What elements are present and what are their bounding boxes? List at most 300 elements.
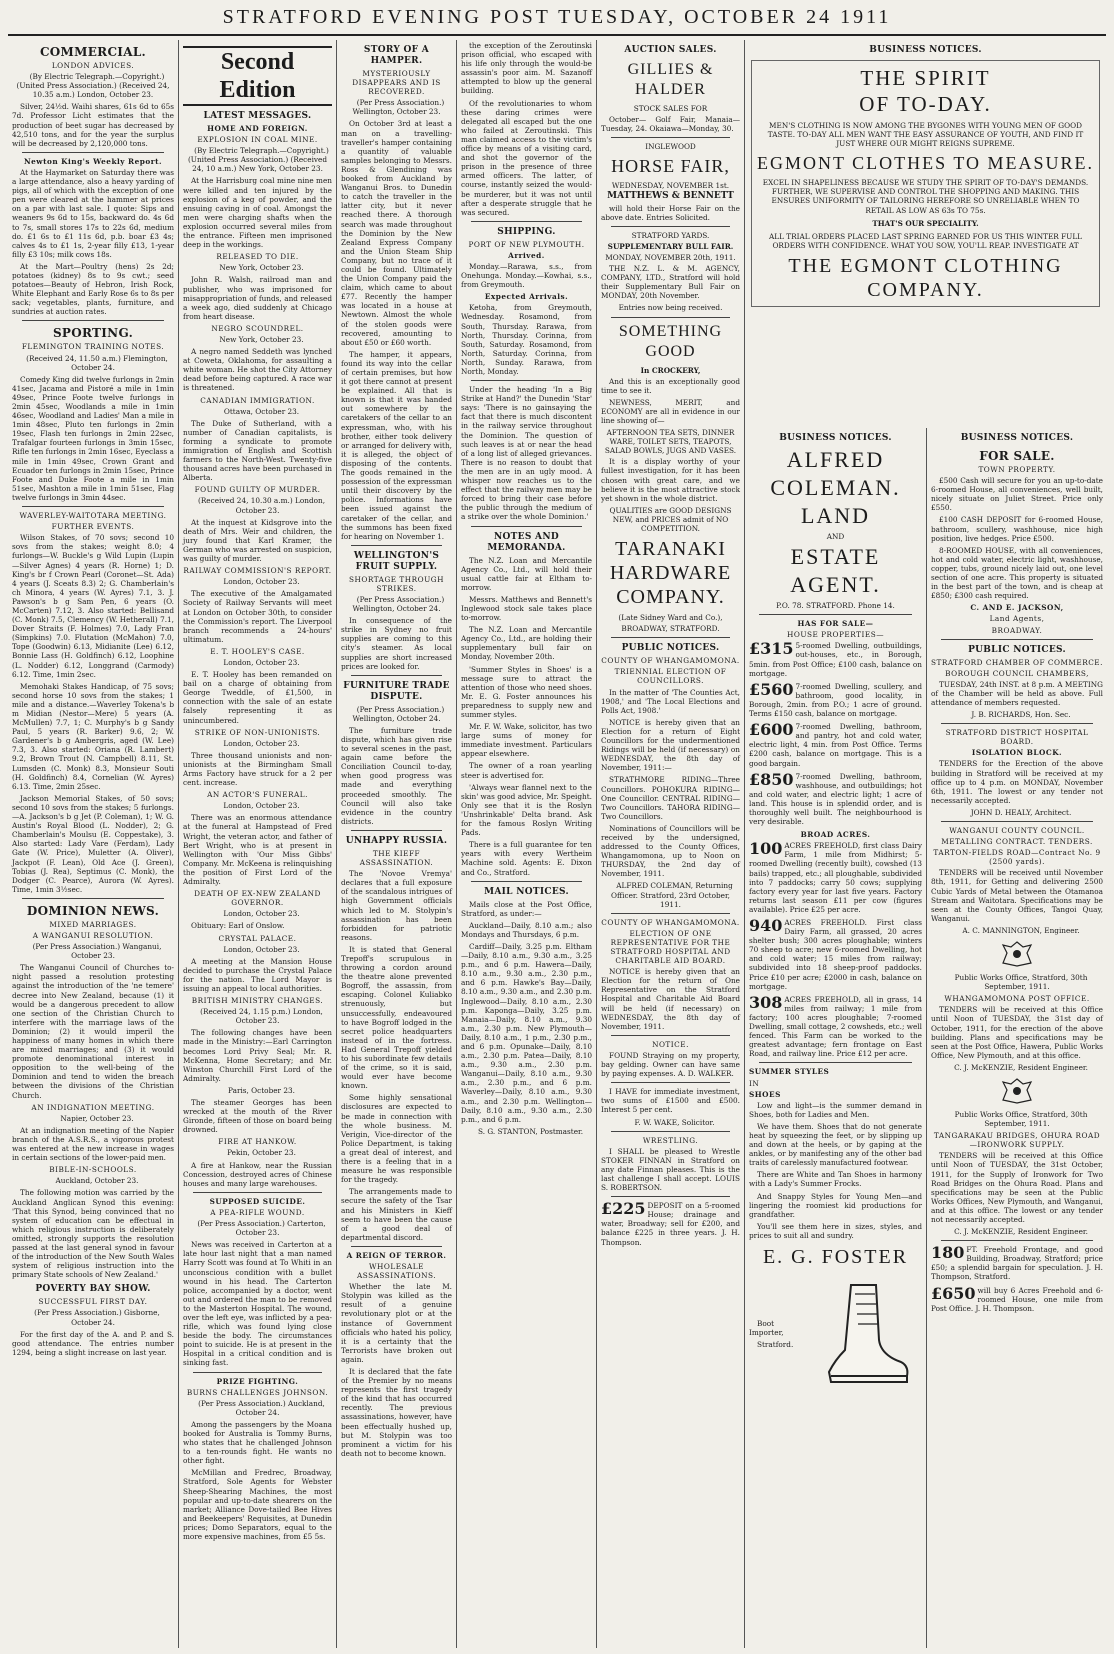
ridings-text: STRATHMORE RIDING—Three Councillors. POHOKURA RIDING—One Councillor. CENTRAL RIDING—Two Councillors. TAHORA RIDING—Two Councillors. — [601, 775, 740, 821]
hospital-heading: STRATFORD DISTRICT HOSPITAL BOARD. — [945, 728, 1089, 747]
pea-heading: A PEA-RIFLE WOUND. — [210, 1207, 305, 1217]
crystal-heading: CRYSTAL PALACE. — [218, 933, 297, 943]
divider — [611, 317, 730, 318]
a940-amount: 940 — [749, 918, 783, 935]
hamper-text: On October 3rd at least a man on a travelling-traveller's hamper containing a quantity of valuable samples belonging to Messrs. Ross & Glendining was booked from Auckland by Wanganui Bros. to Dunedin to catch the traveller in the latter city, but it never reached there. A thorough search was made throughout the Dominion by the New Zealand Express Company and the Union Steam Ship Company, but no trace of it could be found. Ultimately the Union Company paid the claim, which came to about £77. Recently the hamper was located in a house at Newtown. Almost the whole of the stolen goods were recovered, amounting to about £50 or £60 worth. — [341, 119, 452, 347]
divider — [351, 830, 442, 831]
alfred-address: P.O. 78. STRATFORD. Phone 14. — [776, 601, 895, 611]
wrestling-text: I SHALL be pleased to Wrestle STOKER FINNAN in Stratford on any date Finnan pleases. This is the last challenge I shall accept. LOUIS S. ROBERTSON. — [601, 1146, 740, 1193]
railway-credit: London, October 23. — [223, 577, 300, 587]
triennial-text: In the matter of 'The Counties Act, 1908,' and 'The Local Elections and Polls Act, 1908.' — [601, 687, 740, 715]
mail-list: Cardiff—Daily, 3.25 p.m. Eltham—Daily, 8.10 a.m., 9.30 a.m., 3.25 p.m., and 6 p.m. Hawera—Daily, 8.10 a.m., 9.30 a.m., 2.30 p.m., and 6 p.m. Hawke's Bay—Daily, 8.10 a.m., 9.30 a.m., and 2.30 p.m. Inglewood—Daily, 8.10 a.m., 2.30 p.m. Kaponga—Daily, 3.25 p.m. Manaia—Daily, 8.10 a.m., 9.30 a.m., 2.30 p.m. New Plymouth—Daily, 8.10 a.m., 1 p.m., 2.30 p.m., and 6 p.m. Opunake—Daily, 8.10 a.m., 2.30 p.m. Patea—Daily, 8.10 a.m., 9.30 a.m., 2.30 p.m. Wanganui—Daily, 8.10 a.m., 9.30 a.m., 2.30 p.m., and 6 p.m. Waverley—Daily, 8.10 a.m., 9.30 a.m., and 2.30 p.m. Wellington—Daily, 8.10 a.m., 9.30 a.m., 2.30 p.m., and 6 p.m. — [461, 941, 592, 1124]
metalling-heading: METALLING CONTRACT. TENDERS. — [941, 837, 1093, 847]
poverty-heading: POVERTY BAY SHOW. — [35, 1284, 151, 1295]
notes-text-2: Messrs. Matthews and Bennett's Inglewood stock sale takes place to-morrow. — [461, 594, 592, 623]
notice-heading: NOTICE. — [652, 1039, 689, 1049]
pwo-office: Public Works Office, Stratford, 30th September, 1911. — [954, 973, 1088, 992]
p315-amount: £315 — [749, 641, 794, 659]
furniture-text: The furniture trade dispute, which has given rise to several scenes in the past, again came before the Conciliation Council to-day, when good progress was made and everything proceeded smoothly. The Council will also take evidence in the country districts. — [341, 725, 452, 826]
notice-text: NOTICE is hereby given that an Election for a return of Eight Councillors for the undermentioned Ridings will be held (if necessary) on WEDNESDAY, the 8th day of November, 1911:— — [601, 717, 740, 773]
terror-heading: A REIGN OF TERROR. — [346, 1250, 447, 1260]
divider — [22, 506, 164, 507]
p560-text: 7-roomed Dwelling, scullery, and bathroom, good locality, in Borough, 2min. from P.O.; 1 acre of ground. Terms £150 cash, balance on mortgage. — [749, 681, 922, 719]
and-word: AND — [826, 532, 845, 541]
divider — [611, 1082, 730, 1083]
hankow-credit: Pekin, October 23. — [227, 1148, 296, 1158]
expected-heading: Expected Arrivals. — [484, 292, 569, 302]
flemington-text: Comedy King did twelve furlongs in 2min 41sec, Jacama and Pistoré a mile in 1min 49sec, Prince Foote twelve furlongs in 2min 45sec, Woodlands a mile in 1min 46sec, Woodland and Ladies' Man a mile in 1min 48sec, Pluto ten furlongs in 2min 19sec, Flash ten furlongs in 2min 22sec, Trafalgar fourteen furlongs in 3min 15sec, Rifle ten furlongs in 2min 16sec, Eyeclass a mile in 1min 49sec, Crown Grant and Ecuador ten furlongs in 2min 15sec, Prince Foote and Duke Foote a mile in 1min 51sec, Mashton a mile in 1min 51sec, Flag twelve furlongs in 3min 44sec. — [12, 374, 174, 502]
nominations-text: Nominations of Councillors will be received by the undersigned, addressed to the County Offices, Whangamomona, up to Noon on THURSDAY, the 2nd day of November, 1911. — [601, 823, 740, 879]
sale-text: £500 Cash will secure for you an up-to-date 6-roomed House, all conveniences, well built, nicely situate on Juliet Street. Price only £550. — [931, 476, 1103, 513]
guarantee-note: There is a full guarantee for ten years with every Wertheim Machine sold. Agents: E. Dixon and Co., Stratford. — [461, 840, 592, 877]
further-heading: FURTHER EVENTS. — [51, 522, 135, 532]
borough-heading: BOROUGH COUNCIL CHAMBERS, — [945, 668, 1089, 678]
a308-amount: 308 — [749, 994, 783, 1012]
speciality-text: THAT'S OUR SPECIALITY. — [872, 218, 979, 228]
agent-word: AGENT. — [790, 572, 881, 598]
hamper-subheading: MYSTERIOUSLY DISAPPEARS AND IS RECOVERED. — [352, 69, 441, 97]
mckenzie-signature-2: C. J. McKENZIE, Resident Engineer. — [954, 1227, 1088, 1237]
hamper-heading: STORY OF A HAMPER. — [363, 45, 430, 66]
for-sale-heading: FOR SALE. — [979, 449, 1055, 463]
commercial-heading: COMMERCIAL. — [39, 45, 147, 59]
chamber-heading: STRATFORD CHAMBER OF COMMERCE. — [931, 657, 1103, 667]
returning-officer: ALFRED COLEMAN, Returning Officer. Stratford, 23rd October, 1911. — [611, 881, 733, 909]
trial-text: ALL TRIAL ORDERS PLACED LAST SPRING EARNED FOR US THIS WINTER FULL ORDERS WITH CONFIDENCE. WHAT YOU SOW, YOU'LL REAP. INVESTIGATE AT — [768, 231, 1083, 250]
sporting-heading: SPORTING. — [52, 326, 134, 341]
jackson-text: Jackson Memorial Stakes, of 50 sovs; second 10 sovs from the stakes; 5 furlongs.—A. Jackson's b g Jet (P. Coleman), 1; W. G. Austin's Royal Blood (L. Nodder), 2; G. Chamberlain's Moulsu (E. Coppestake), 3. Also started: Lady Vare (Ferdam), Lady Gate (W. Price), Muletter (A. Oliver), Jackpot (F. Lean), Old Ace (J. Green), Tobias (J. Rea), Septimus (C. Monk), the Dodger (C. Pearce), Aurora (W. Ayres). Time, 1min 3½sec. — [12, 793, 174, 894]
a308-text: ACRES FREEHOLD, all in grass, 14 miles from railway; 1 mile from factory; 100 acres ploughable; 7-roomed Dwelling, small cottage, 2 cowsheds, etc.; well fenced. This Farm can be worked to the greatest advantage; fern frontage on East Road, and railway line. Price £12 per acre. — [749, 994, 922, 1059]
wake-signature: F. W. WAKE, Solicitor. — [634, 1117, 715, 1127]
negro-heading: NEGRO SCOUNDREL. — [211, 323, 304, 333]
newness-text: NEWNESS, MERIT, and ECONOMY are all in evidence in our line showing of— — [601, 397, 740, 425]
jackson-name: C. AND E. JACKSON, — [970, 603, 1064, 613]
waverley-text: Wilson Stakes, of 70 sovs; second 10 sovs from the stakes; weight 8.0; 4 furlongs—W. Buckle's g Wild Lupin (Lupin—Silver Agnes) 4 years (R. Horne) 1; D. King's br f Crown Pearl (Coronet—St. Ada) 4 years (J. Sceats 8.3) 2; G. Chamberlain's ch Minora, 4 years (W. Ayres) 7.1, 3. J. Pawson's b g Sam Pen, 6 years (O. McCarten) 7.12, 3. Also started: Bellisand (C. Monk) 7.5, Clemency (W. Hetherall) 7.1, Dover Straits (F. Holmes) 7.0, Lady Fran (Simpkins) 7.0. Flutation (McMahon) 7.0, Tope (Goodwin) 6.13, Midianite (Lee) 6.12, Bonnie Lass (H. Goldfinch) 6.12, Loophine (L. Nodder) 6.12, Longgrand (Carmody) 6.12. Time, 1min 2sec. — [12, 533, 174, 679]
deposit-amount: £225 — [601, 1201, 646, 1219]
divider — [351, 1246, 442, 1247]
found-text: At the inquest at Kidsgrove into the death of Mrs. Weir and children, the jury found that Karl Kramer, the German who was arrested on suspicion, was guilty of murder. — [183, 517, 332, 564]
terror-text-2: It is declared that the fate of the Premier by no means represents the first tragedy of the kind that has occurred recently. The previous assassinations, however, have been effectually hushed up, but M. Stolypin was too prominent a victim for his death not to become known. — [341, 1367, 452, 1458]
negro-credit: New York, October 23. — [219, 334, 304, 344]
egmont-measure: EGMONT CLOTHES TO MEASURE. — [756, 153, 1095, 174]
taranaki-address: BROADWAY, STRATFORD. — [621, 624, 720, 634]
kieff-heading: THE KIEFF ASSASSINATION. — [359, 848, 434, 868]
p560-amount: £560 — [749, 681, 794, 699]
crest-icon — [997, 1076, 1037, 1106]
divider — [351, 545, 442, 546]
notes-text-3: The N.Z. Loan and Mercantile Agency Co., Ltd., are holding their supplementary bull fair on Monday, November 20th. — [461, 625, 592, 662]
london-text: Silver, 24½d. Waihi shares, 61s 6d to 65s 7d. Professor Licht estimates that the production of beet sugar has decreased by 42,510 tons, and for the year the surplus will be decreased by 2,120,000 tons. — [12, 102, 174, 148]
auction-heading: AUCTION SALES. — [624, 45, 717, 55]
expected-text: Ketoha, from Greymouth, Wednesday. Rosamond, from South, Thursday. Rarawa, from North, Thursday. Corinna, from South, Saturday. Rosamond, from North, Saturday. Corinna, from North, Sunday. Rarawa, from North, Monday. — [461, 303, 592, 376]
election-text: NOTICE is hereby given that an Election for the return of One Representative on the Stratford Hospital and Charitable Aid Board will be held (if necessary) on WEDNESDAY, the 8th day of November, 1911. — [601, 967, 740, 1031]
something-good: SOMETHING GOOD — [618, 322, 723, 360]
burns-heading: BURNS CHALLENGES JOHNSON. — [186, 1387, 329, 1397]
excel-text: EXCEL IN SHAPELINESS BECAUSE WE STUDY THE SPIRIT OF TO-DAY'S DEMANDS. FURTHER, WE SUPERVISE AND CONTROL THE SHOPPING AND MAKING. THIS ENSURES UNIFORMITY OF TAILORING HEREFORE SO UNRELIABLE WHEN TO RETAIL AS LOW AS 63s TO 75s. — [762, 178, 1089, 215]
divider — [611, 1035, 730, 1036]
p180-ad — [931, 1245, 1103, 1281]
house-properties: HOUSE PROPERTIES— — [787, 630, 884, 640]
deposit-text: DEPOSIT on a 5-roomed House; drainage and water, Broadway; sell for £200, and balance £225 in three years. J. H. Thompson. — [601, 1201, 740, 1247]
released-heading: RELEASED TO DIE. — [216, 252, 299, 262]
hankow-text: A fire at Hankow, near the Russian Concession, destroyed acres of Chinese houses and many large warehouses. — [183, 1160, 332, 1188]
divider — [941, 1240, 1093, 1241]
divider — [22, 152, 164, 153]
p850-text: 7-roomed Dwelling, bathroom, washhouse, and outbuildings; hot and cold water, and electric light; 1 acre of land. This house is in splendid order, and is thoroughly well built. The neighbourhood is very desirable. — [749, 771, 922, 827]
burns-credit: (Per Press Association.) Auckland, October 24. — [198, 1398, 325, 1417]
foster-caption — [749, 1318, 809, 1352]
divider — [471, 380, 582, 381]
spirit-text: MEN'S CLOTHING IS NOW AMONG THE BYGONES WITH YOUNG MEN OF GOOD TASTE. TO-DAY ALL MEN WANT THE EASY ASSURANCE OF YOUTH, AND FIND IT JUST WHERE OUR MIGHT REIGNS SUPREME. — [767, 121, 1084, 149]
p315-text: 5-roomed Dwelling, outbuildings, out-houses, etc., in Borough, 5min. from Post Office; £100 cash, balance on mortgage. — [749, 641, 922, 678]
qualities-text: QUALITIES are GOOD DESIGNS NEW, and PRICES admit of NO COMPETITION. — [609, 505, 732, 533]
divider — [941, 639, 1093, 640]
crest-icon — [997, 939, 1037, 969]
broadway-line: BROADWAY. — [991, 625, 1043, 635]
p650-ad — [931, 1286, 1103, 1313]
divider — [611, 913, 730, 914]
crest-2 — [931, 1076, 1103, 1106]
p850-amount: £850 — [749, 771, 794, 789]
strike-heading: STRIKE OF NON-UNIONISTS. — [194, 727, 321, 737]
column-business — [744, 40, 1106, 1648]
found-heading: FOUND GUILTY OF MURDER. — [194, 485, 321, 495]
taranaki-sub: (Late Sidney Ward and Co.), — [618, 613, 723, 623]
spirit-line-1: THE SPIRIT — [860, 66, 991, 90]
column-shipping — [456, 40, 596, 1648]
mail-auckland: Auckland—Daily, 8.10 a.m.; also Mondays and Thursdays, 6 p.m. — [461, 920, 592, 939]
indignation-credit: Napier, October 23. — [60, 1113, 134, 1123]
pea-credit: (Per Press Association.) Carterton, October 23. — [197, 1219, 326, 1238]
snappy-text: And Snappy Styles for Young Men—and lingering the roomiest kid productions for grandfather. — [749, 1191, 922, 1219]
hooley-text: E. T. Hooley has been remanded on bail on a charge of obtaining from George Tweddle, of £1,500, in connection with the sale of an estate falsely representing it as unincumbered. — [183, 670, 332, 725]
explosion-credit: (By Electric Telegraph.—Copyright.) (United Press Association.) (Received 24, 10 a.m.) New York, October 23. — [187, 146, 329, 174]
p600-text: 7-roomed Dwelling, bathroom, and pantry, hot and cold water, electric light, 4 min. from Post Office. Terms £200 cash, balance on mortgage. This is a good bargain. — [749, 722, 922, 768]
p315-ad — [749, 641, 922, 677]
sale-text-2: £100 CASH DEPOSIT for 6-roomed House, bathroom, scullery, washhouse, nice high position, live hedges. Price £500. — [931, 515, 1103, 543]
boot-importer: Boot Importer, — [749, 1318, 784, 1337]
successful-credit: (Per Press Association.) Gisborne, October 24. — [34, 1308, 160, 1327]
canadian-heading: CANADIAN IMMIGRATION. — [200, 395, 315, 405]
wanganui-credit: (Per Press Association.) Wanganui, October 23. — [32, 942, 162, 961]
divider — [759, 614, 912, 615]
divider — [471, 881, 582, 882]
gillies-text: October— Golf Fair, Manaia—Tuesday, 24. Okaiawa—Monday, 30. — [601, 115, 740, 134]
p180-amount: 180 — [931, 1245, 965, 1263]
ministry-text: The following changes have been made in the Ministry:—Earl Carrington becomes Lord Privy Seal; Mr. R. McKenna, Home Secretary; and Mr. Winston Churchill First Lord of the Admiralty. — [183, 1028, 332, 1083]
found-credit: (Received 24, 10.30 a.m.) London, October 23. — [197, 496, 326, 515]
crystal-credit: London, October 23. — [223, 944, 300, 954]
matthews-text: will hold their Horse Fair on the above date. Entries Solicited. — [601, 203, 740, 222]
land-agents: Land Agents, — [989, 614, 1045, 624]
foster-name: E. G. FOSTER — [762, 1246, 909, 1268]
indignation-text: At an indignation meeting of the Napier branch of the A.S.R.S., a vigorous protest was entered at the new increase in wages in certain sections of the lower-paid men. — [12, 1125, 174, 1163]
shoes-text: Low and light—is the summer demand in Shoes, both for Ladies and Men. — [749, 1100, 922, 1119]
election-heading: ELECTION OF ONE REPRESENTATIVE FOR THE STRATFORD HOSPITAL AND CHARITABLE AID BOARD. — [610, 928, 731, 966]
divider — [611, 226, 730, 227]
shipping-heading: SHIPPING. — [497, 226, 556, 237]
tangarakau-heading: TANGARAKAU BRIDGES, OHURA ROAD—IRONWORK SUPPLY. — [933, 1131, 1101, 1150]
suicide-heading: SUPPOSED SUICIDE. — [209, 1196, 306, 1206]
railway-heading: RAILWAY COMMISSION'S REPORT. — [183, 566, 332, 576]
tangarakau-text: TENDERS will be received at this Office until Noon of TUESDAY, the 31st October, 1911, for the Supply of Ironwork for Two Road Bridges on the Ohura Road. Plans and specifications may be seen at the Public Works Offices, New Plymouth, and Wanganui, and at this office. The lowest or any tender not necessarily accepted. — [931, 1151, 1103, 1224]
divider — [759, 1062, 912, 1063]
richards-signature: J. B. RICHARDS, Hon. Sec. — [971, 710, 1071, 720]
fruit-heading: WELLINGTON'S FRUIT SUPPLY. — [353, 550, 440, 572]
horse-fair-date: WEDNESDAY, NOVEMBER 1st. — [611, 181, 730, 191]
whanga2-heading: COUNTY OF WHANGAMOMONA. — [601, 917, 740, 927]
found-straying-text: FOUND Straying on my property, bay gelding. Owner can have same by paying expenses. A. D. WALKER. — [601, 1050, 740, 1079]
fruit-subheading: SHORTAGE THROUGH STRIKES. — [349, 574, 444, 593]
flemington-credit: (Received 24, 11.50 a.m.) Flemington, October 24. — [26, 353, 168, 372]
divider — [22, 320, 164, 321]
notes-text: The N.Z. Loan and Mercantile Agency Co., Ltd., will hold their usual cattle fair at Eltham to-morrow. — [461, 555, 592, 592]
chamber-text: TUESDAY, 24th INST. at 8 p.m. A MEETING of the Chamber will be held as above. Full attendance of members requested. — [931, 679, 1103, 707]
russia-heading: UNHAPPY RUSSIA. — [345, 835, 448, 846]
waverley-heading: WAVERLEY-WAITOTARA MEETING. — [19, 511, 167, 521]
hamper-text-2: The hamper, it appears, found its way into the cellar of certain premises, but how it got there cannot at present be explained. All that is known is that it was handed out somewhere by the caretakers of the cellar to an expressman, who, with his brother, either took delivery or arranged for delivery with, it is alleged, the object of disposing of the contents. The goods remained in the possession of the expressman until their discovery by the police. Informations have been issued against the caretaker of the cellar, and the summons has been fixed for hearing on November 1. — [341, 349, 452, 541]
paris-credit: Paris, October 23. — [228, 1085, 295, 1095]
divider — [611, 137, 730, 138]
port-heading: PORT OF NEW PLYMOUTH. — [468, 239, 585, 249]
negro-text: A negro named Seddeth was lynched at Coweta, Oklahoma, for assaulting a white woman. He shot the City Attorney dead before being captured. A race war is threatened. — [183, 347, 332, 393]
a100-amount: 100 — [749, 841, 783, 859]
kieff-text-4: The arrangements made to secure the safety of the Tsar and his Ministers in Kieff seem to have been the cause of a good deal of departmental discord. — [341, 1187, 452, 1242]
dominion-heading: DOMINION NEWS. — [26, 903, 160, 918]
healy-signature: JOHN D. HEALY, Architect. — [970, 807, 1072, 817]
zeroutinski-text-2: Of the revolutionaries to whom these daring crimes were delegated all escaped but the one who failed at Zeroutinski. This man claimed access to the victim's office by means of a visiting card, and shot the governor of the prison in the presence of three armed officers. The latter, of course, instantly seized the would-be murderer, but it was not until after a desperate struggle that he was secured. — [461, 98, 592, 217]
business-heading-3: BUSINESS NOTICES. — [960, 433, 1074, 443]
divider — [351, 675, 442, 676]
notes-heading: NOTES AND MEMORANDA. — [487, 531, 566, 553]
memohaki-text: Memohaki Stakes Handicap, of 75 sovs; second horse 10 sovs from the stakes; 1 mile and a distance.—Waverley Tokena's b m Midian (Nestor—Mere) 5 years (A. McMullen) 7.7, 1; C. Murphy's b g Sandy Paul, 5 years (R. Barker) 9.6, 2; W. Gardener's b g Ambergris, aged (W. Lee) 7.3, 3. Also started: Oriana (R. Lambert) 9.2, Brown Trout (N. Campbell) 8.11, St. Lumsden (C. Monk) 8.3, Monsieur Souti (H. Goldfinch) 8.4, Cornelian (W. Ayres) 6.13. Time, 2min 25sec. — [12, 681, 174, 791]
wrestling-heading: WRESTLING. — [642, 1135, 699, 1145]
ex-gov-text: Obituary: Earl of Onslow. — [191, 921, 285, 931]
horse-fair-title: HORSE FAIR, — [611, 156, 730, 177]
divider — [941, 723, 1093, 724]
column-news-3 — [336, 40, 456, 1648]
town-property: TOWN PROPERTY. — [978, 465, 1056, 474]
spirit-line-2: OF TO-DAY. — [859, 92, 992, 116]
a940-ad — [749, 918, 922, 991]
actor-text: There was an enormous attendance at the funeral at Hampstead of Fred Wright, the veteran actor, and father of Bert Wright, who is at present in Wellington with 'Our Miss Gibbs' Company. Mr. McKeena is relinquishing the position of First Lord of the Admiralty. — [183, 813, 332, 887]
spirit-ad — [751, 60, 1100, 307]
pwo-office-2: Public Works Office, Stratford, 30th September, 1911. — [954, 1109, 1088, 1129]
taranaki-name: TARANAKI HARDWARE COMPANY. — [609, 538, 732, 609]
mcmillan-text: McMillan and Fredrec, Broadway, Stratford, Sole Agents for Webster Sheep-Shearing Machines, the most popular and up-to-date shearers on the market; Alliance Dove-tailed Bee Hives and Beekeepers' Requisites, at Dunedin prices; Domo Separators, equal to the more expensive machines, from £5 5s. — [183, 1468, 332, 1542]
deposit-ad — [601, 1201, 740, 1246]
zeroutinski-text: the exception of the Zeroutinski prison official, who escaped with his life only through the would-be assassin's poor aim. M. Sazanoff attempted to blow up the general building. — [461, 41, 592, 96]
boot-town: Stratford. — [757, 1340, 794, 1350]
wanganui-text: The Wanganui Council of Churches to-night passed a resolution protesting against the introduction of the 'ne temere' decree into New Zealand, because (1) it would be a dangerous precedent to allow one section of the Christian Church to interfere with the marriage laws of the Dominion; (2) it would imperil the happiness of many homes in which there are mixed marriages; and (3) it would promote denominational interest in opposition to the well-being of the Dominion and tend to widen the breach between the divisions of the Christian Church. — [12, 963, 174, 1100]
railway-text: The executive of the Amalgamated Society of Railway Servants will meet at London on October 30th, to consider the Commission's report. The Liverpool branch recommends a 24-hours' ultimatum. — [183, 589, 332, 644]
a308-ad — [749, 995, 922, 1059]
prize-heading: PRIZE FIGHTING. — [216, 1376, 299, 1386]
whanga-post-heading: WHANGAMOMONA POST OFFICE. — [944, 994, 1090, 1004]
wanganui-county: WANGANUI COUNTY COUNCIL. — [949, 826, 1085, 835]
indignation-heading: AN INDIGNATION MEETING. — [31, 1102, 155, 1112]
nz-loan-text: THE N.Z. L. & M. AGENCY, COMPANY, LTD., Stratford will hold their Supplementary Bull Fair on MONDAY, 20th November. — [601, 264, 740, 301]
invest-text: I HAVE for immediate investment, two sums of £1500 and £500. Interest 5 per cent. — [601, 1087, 740, 1115]
actor-heading: AN ACTOR'S FUNERAL. — [207, 790, 308, 800]
crockery-list: AFTERNOON TEA SETS, DINNER WARE, TOILET SETS, TEAPOTS, SALAD BOWLS, JUGS AND VASES. — [604, 428, 737, 456]
white-tan-text: There are White and Tan Shoes in harmony with a Lady's Summer Frocks. — [749, 1170, 922, 1189]
bible-text: The following motion was carried by the Auckland Anglican Synod this evening: 'That this Synod, being convinced that no system of education can be effectual in which religious instruction is deliberately omitted, strongly supports the resolution passed at the last general synod in favour of the introduction of the New South Wales system of religious instruction into the primary State schools of New Zealand.' — [12, 1188, 174, 1280]
yards-heading: STRATFORD YARDS. — [631, 230, 710, 240]
public-notices-heading: PUBLIC NOTICES. — [621, 643, 720, 654]
mckenzie-signature: C. J. McKENZIE, Resident Engineer. — [954, 1062, 1088, 1072]
bible-credit: Auckland, October 23. — [55, 1176, 139, 1186]
actor-credit: London, October 23. — [223, 801, 300, 811]
hospital-text: TENDERS for the Erection of the above building in Stratford will be received at my office up to 4 p.m. on MONDAY, November 6th, 1911. The lowest or any tender not necessarily accepted. — [931, 759, 1103, 805]
postmaster: S. G. STANTON, Postmaster. — [477, 1126, 584, 1136]
ex-gov-credit: London, October 23. — [223, 909, 300, 919]
bull-date: MONDAY, NOVEMBER 20th, 1911. — [605, 252, 736, 262]
released-text: John R. Walsh, railroad man and publisher, who was imprisoned for misappropriation of funds, and released a week ago, died suddenly at Chicago from heart disease. — [183, 275, 332, 321]
bull-heading: SUPPLEMENTARY BULL FAIR. — [607, 241, 734, 251]
newton-text: At the Haymarket on Saturday there was a large attendance, also a heavy yarding of pigs, all of which with the exception of one pen were cleared at the hammer at prices on a par with last sale. I quote: Sips and weaners 9s 6d to 15s, backward do. 4s 6d to 7s, small stores 17s to 22s 6d, medium do. £1 6s to £1 11s 6d, p.b. boar £3 4s; calves 4s to £1 1s, 2-year filly £13, 1-year filly £3 10s; milk cows 18s. — [12, 167, 174, 259]
big-strike-text: Under the heading 'In a Big Strike at Hand?' the Dunedin 'Star' says: 'There is no gainsaying the fact that there is much discontent in the railway service throughout the Dominion. The question of such leaves is at or near the head of a long list of alleged grievances. There is no reason to doubt that the men are in an ugly mood. A whisper now reaches us to the effect that the railway men may be forced to bring their case before the public through the medium of a strike over the whole Dominion.' — [461, 385, 592, 522]
explosion-heading: EXPLOSION IN COAL MINE. — [197, 135, 318, 145]
latest-heading: LATEST MESSAGES. — [203, 111, 312, 121]
isolation-heading: ISOLATION BLOCK. — [971, 748, 1063, 758]
p650-amount: £650 — [931, 1285, 976, 1303]
successful-text: For the first day of the A. and P. and S. good attendance. The entries number 1294, being a slight increase on last year. — [12, 1329, 174, 1357]
terror-text: Whether the late M. Stolypin was killed as the result of a genuine revolutionary plot or at the instance of Government officials who hated his policy, it is a certainty that the Terrorists have broken out again. — [341, 1282, 452, 1364]
shoes-word: SHOES — [749, 1089, 781, 1099]
canadian-credit: Ottawa, October 23. — [223, 406, 300, 416]
sale-text-3: 8-ROOMED HOUSE, with all conveniences, hot and cold water, electric light, washhouse, copper, tubs, ground nicely laid out, one level section of one acre. This property is situated in the best part of the town, and is cheap at £850; £300 cash required. — [931, 545, 1103, 601]
divider — [471, 221, 582, 222]
mannington-signature: A. C. MANNINGTON, Engineer. — [962, 925, 1080, 935]
kieff-text: The 'Novoe Vremya' declares that a full exposure of the scandalous intrigues of high Government officials which led to M. Stolypin's assassination has been forbidden for patriotic reasons. — [341, 869, 452, 942]
furniture-heading: FURNITURE TRADE DISPUTE. — [343, 680, 450, 702]
business-heading: BUSINESS NOTICES. — [869, 45, 982, 55]
crystal-text: A meeting at the Mansion House decided to purchase the Crystal Palace for the nation. The Lord Mayor is issuing an appeal to local authorities. — [183, 956, 332, 993]
fruit-credit: (Per Press Association.) Wellington, October 24. — [352, 594, 445, 614]
newton-heading: Newton King's Weekly Report. — [23, 156, 162, 166]
divider — [471, 526, 582, 527]
divider — [941, 821, 1093, 822]
ex-gov-heading: DEATH OF EX-NEW ZEALAND GOVERNOR. — [194, 889, 321, 908]
hooley-credit: London, October 23. — [223, 657, 300, 667]
youll-see-text: You'll see them here in sizes, styles, and prices to suit all and sundry. — [749, 1221, 922, 1240]
estate-word: ESTATE — [790, 544, 881, 570]
column-auction — [596, 40, 744, 1648]
kieff-text-3: Some highly sensational disclosures are expected to be made in connection with the whole business. M. Verigin, Vice-director of the Police Department, is taking a great deal of interest, and there is a feeling that in a measure he was responsible for the tragedy. — [341, 1093, 452, 1185]
p180-text: FT. Freehold Frontage, and good Building, Broadway, Stratford; price £50; a splendid bargain for speculation. J. H. Thompson, Stratford. — [931, 1245, 1103, 1282]
hamper-credit: (Per Press Association.) Wellington, October 23. — [352, 98, 445, 117]
gillies-stock: STOCK SALES FOR — [633, 104, 708, 113]
mail-heading: MAIL NOTICES. — [484, 886, 569, 897]
second-edition-title: Second Edition — [183, 46, 332, 106]
a100-text: ACRES FREEHOLD, first class Dairy Farm, 1 mile from Midhirst; 5-roomed Dwelling (recently built), cowshed (13 bails) trapped, etc.; all ploughable, subdivided into 7 paddocks; carry 50 cows; supplying factory every year for last five years. Factory returns last season £11 per cow (figures available). Price £25 per acre. — [749, 841, 922, 914]
divider — [193, 1192, 322, 1193]
ministry-credit: (Received 24, 1.15 p.m.) London, October 23. — [200, 1007, 323, 1026]
a940-text: ACRES FREEHOLD. First class Dairy Farm, all grassed, 20 acres shelter bush; 300 acres ploughable; winters 70 sheep to acre; new 6-roomed Dwelling, hot and cold water; 15 miles from railway; subdivided into 18 sheep-proof paddocks. Price £10 per acre; £2000 in cash, balance on mortgage. — [749, 918, 922, 991]
notes-text-4: 'Summer Styles in Shoes' is a message sure to attract the attention of those who need shoes. Mr. E. G. Foster announces his preparedness to supply new and summer styles. — [461, 664, 592, 719]
london-credit: (By Electric Telegraph.—Copyright.) (United Press Association.) (Received 24, 10.35 a.m.) London, October 23. — [16, 72, 170, 100]
column-second-edition — [178, 40, 336, 1648]
post-text: TENDERS will be received at this Office until Noon of TUESDAY, the 31st day of October, 1911, for the erection of the above building. Plans and specifications may be seen at the Post Office, Hawera, Public Works Office, New Plymouth, and at this office. — [931, 1005, 1103, 1060]
hooley-heading: E. T. HOOLEY'S CASE. — [210, 646, 305, 656]
gillies-name: GILLIES & HALDER — [627, 61, 714, 98]
shoes-text-2: We have them. Shoes that do not generate heat by squeezing the feet, or by slipping up and down at the heels, or by gaping at the ankles, or by manifesting any of the other bad traits of carelessly manufactured footwear. — [749, 1121, 922, 1168]
p650-text: will buy 6 Acres Freehold and 6-roomed House, one mile from Post Office. J. H. Thompson. — [931, 1285, 1103, 1313]
flannel-note: 'Always wear flannel next to the skin' was good advice, Mr. Speight. Only see that it is the Roslyn 'Unshrinkable' Delta brand. Ask for the famous Roslyn Writing Pads. — [461, 782, 592, 838]
wake-note: Mr. F. W. Wake, solicitor, has two large sums of money for immediate investment. Particulars appear elsewhere. — [461, 722, 592, 759]
successful-heading: SUCCESSFUL FIRST DAY. — [38, 1297, 148, 1307]
business-left — [745, 428, 926, 1648]
terror-subheading: WHOLESALE ASSASSINATIONS. — [356, 1261, 437, 1281]
inglewood-heading: INGLEWOOD — [645, 142, 696, 152]
business-right — [926, 428, 1106, 1648]
boot-icon — [821, 1280, 911, 1390]
crockery-heading: In CROCKERY, — [640, 365, 701, 375]
arrived-heading: Arrived. — [508, 250, 545, 260]
a100-ad — [749, 841, 922, 914]
masthead: STRATFORD EVENING POST TUESDAY, OCTOBER 24 1911 — [222, 6, 892, 28]
p600-amount: £600 — [749, 722, 794, 740]
strike-credit: London, October 23. — [223, 738, 300, 748]
mail-text: Mails close at the Post Office, Stratford, as under:— — [461, 899, 592, 918]
divider — [611, 1196, 730, 1197]
arrived-text: Monday.—Rarawa, s.s., from Onehunga. Monday.—Kowhai, s.s., from Greymouth. — [461, 261, 592, 290]
ministry-heading: BRITISH MINISTRY CHANGES. — [191, 996, 324, 1006]
fruit-text: In consequence of the strike in Sydney no fruit supplies are coming to this city's steamer. As local supplies are short increased prices are looked for. — [341, 616, 452, 671]
alfred-name: ALFRED COLEMAN. — [770, 447, 901, 500]
tarton-text: TENDERS will be received until November 8th, 1911, for Getting and delivering 2500 Cubic Yards of Metal between the Otamanoa Stream and Waitotara. Specifications may be seen at the County Offices, Tangoi Quay, Wanganui. — [931, 868, 1103, 923]
yearling-note: The owner of a roan yearling steer is advertised for. — [461, 761, 592, 780]
masthead-rule — [8, 34, 1106, 36]
released-credit: New York, October 23. — [219, 263, 304, 273]
flemington-heading: FLEMINGTON TRAINING NOTES. — [21, 342, 165, 352]
whanga-heading: COUNTY OF WHANGAMOMONA. — [601, 656, 740, 666]
foster-block — [749, 1271, 922, 1399]
home-heading: HOME AND FOREIGN. — [207, 124, 308, 133]
hankow-heading: FIRE AT HANKOW. — [218, 1137, 297, 1147]
triennial-heading: TRIENNIAL ELECTION OF COUNCILLORS. — [614, 667, 727, 686]
summer-heading: SUMMER STYLES — [749, 1067, 830, 1077]
entries-received: Entries now being received. — [618, 303, 723, 313]
paris-text: The steamer Georges has been wrecked at the mouth of the River Gironde, fifteen of those on board being drowned. — [183, 1098, 332, 1135]
furniture-credit: (Per Press Association.) Wellington, October 24. — [352, 704, 445, 723]
divider — [611, 637, 730, 638]
in-word: IN — [749, 1078, 760, 1088]
pea-text: News was received in Carterton at a late hour last night that a man named Harry Scott was found at To Whiti in an unconscious condition with a bullet wound in his head. The Carterton police, accompanied by a doctor, went out and ordered the man to be removed to the Masterton Hospital. The wound, over the left eye, was inflicted by a pea-rifle, which was found lying close beside the body. The circumstances point to suicide. He is at present in the Hospital in a critical condition and is sinking fast. — [183, 1240, 332, 1368]
london-heading: LONDON ADVICES. — [51, 61, 135, 70]
divider — [22, 898, 164, 899]
canadian-text: The Duke of Sutherland, with a number of Canadian capitalists, is forming a syndicate to promote immigration of English and Scottish farmers to the North-West. Twenty-five thousand acres have been purchased in Alberta. — [183, 418, 332, 483]
egmont-company: THE EGMONT CLOTHING COMPANY. — [788, 254, 1063, 301]
strike-text: Three thousand unionists and non-unionists at the Birmingham Small Arms Factory have struck for a 2 per cent. increase. — [183, 750, 332, 788]
matthews-name: MATTHEWS & BENNETT — [607, 191, 734, 202]
divider — [611, 1131, 730, 1132]
bible-heading: BIBLE-IN-SCHOOLS. — [49, 1165, 137, 1175]
mixed-heading: MIXED MARRIAGES. — [49, 919, 137, 929]
column-commercial — [8, 40, 178, 1648]
business-heading-2: BUSINESS NOTICES. — [779, 433, 892, 443]
divider — [193, 1372, 322, 1373]
public-notices-heading-2: PUBLIC NOTICES. — [968, 644, 1066, 655]
explosion-text: At the Harrisburg coal mine nine men were killed and ten injured by the explosion of a keg of powder, and the ensuing caving in of coal. Amongst the men were charging shafts when the explosion occurred several miles from the entrance. Fifteen men imprisoned deep in the workings. — [183, 176, 332, 250]
crest-1 — [931, 939, 1103, 969]
tarton-heading: TARTON-FIELDS ROAD—Contract No. 9 (2500 yards). — [933, 848, 1101, 867]
broad-acres-heading: BROAD ACRES. — [800, 830, 871, 840]
p600-ad — [749, 722, 922, 767]
kieff-text-2: It is stated that General Trepoff's scrupulous in throwing a cordon around the theatre alone prevented Bogroff, the assassin, from escaping. Colonel Kuliabko strenuously, but unsuccessfully, endeavoured to have Bogroff lodged in the secret police headquarters instead of in the fortress. Had General Trepoff yielded to his subordinate few details of the crime, so it is said, would ever have become known. — [341, 944, 452, 1091]
burns-text: Among the passengers by the Moana booked for Australia is Tommy Burns, who states that he challenged Johnson to a ten-rounds fight. He wants no other fight. — [183, 1419, 332, 1466]
